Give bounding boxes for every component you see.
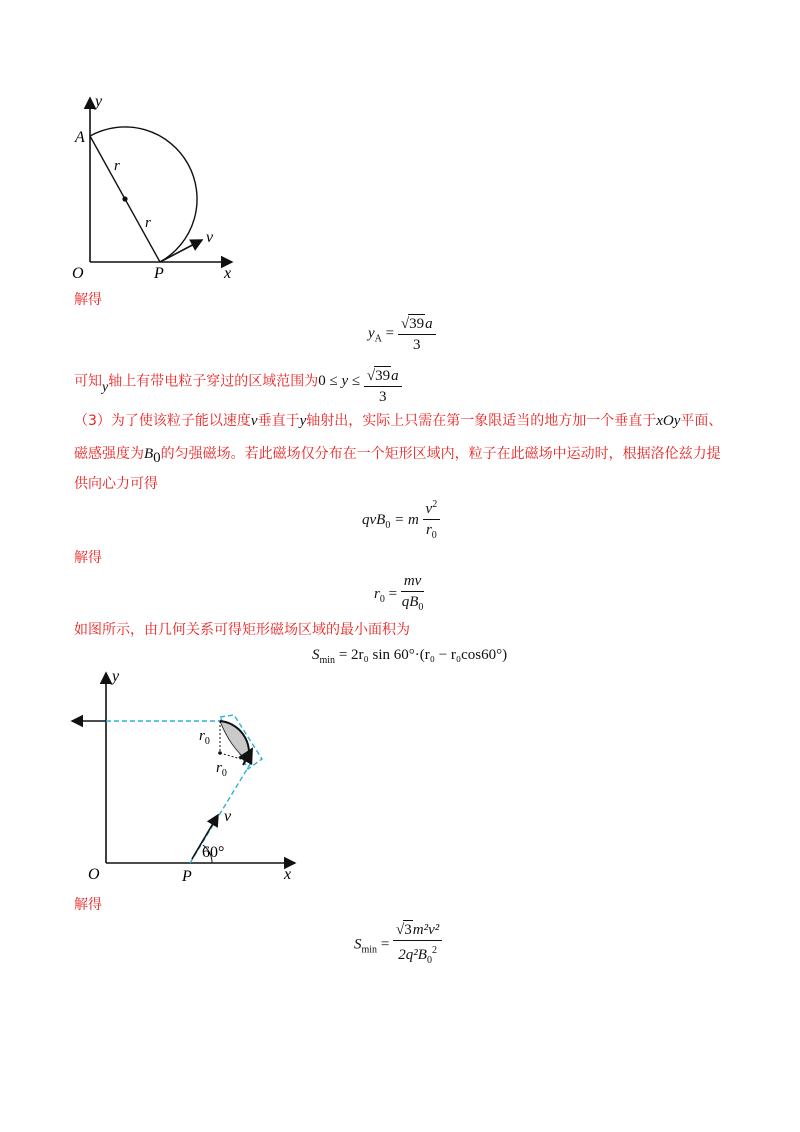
part3-b0: B [144, 446, 154, 462]
label-r-upper: r [114, 158, 120, 174]
part3-plane: xOy [656, 413, 681, 429]
part3-line-1: （3）为了使该粒子能以速度v垂直于y轴射出，实际上只需在第一象限适当的地方加一个垂直于xOy平面、 [74, 413, 723, 429]
label-r-upper: $r_0$ [199, 728, 210, 747]
conclusion-inequality: 0 ≤ y ≤ $\frac{√39a}{3}$ [318, 373, 401, 389]
part3-v: v [250, 413, 258, 429]
label-y: y [112, 668, 120, 685]
label-r-lower: $r_0$ [216, 760, 227, 779]
eq-ya-lhs: y [368, 325, 375, 342]
conclusion-line [74, 362, 402, 405]
label-a: A [75, 129, 85, 146]
eq-ya-sub: A [374, 333, 382, 345]
velocity-arrow [160, 240, 202, 262]
eq-ya-den: 3 [412, 337, 421, 353]
conclusion-axis-var: y [102, 380, 109, 396]
figure-semicircle-trajectory [60, 90, 260, 285]
conclusion-text-2: 轴上有带电粒子穿过的区域范围为 [108, 373, 319, 390]
part3-y: y [299, 413, 307, 429]
label-x: x [284, 866, 292, 883]
label-r-lower: r [145, 215, 151, 231]
equation-ya: $y_A$ = $\frac{√39a}{3}$ [368, 314, 436, 354]
solve-label-2: 解得 [74, 550, 102, 566]
label-v: v [206, 229, 214, 246]
figure-rectangular-field [62, 665, 312, 890]
solve-label-1: 解得 [74, 292, 102, 308]
solve-label-3: 解得 [74, 897, 102, 913]
semicircle-arc [90, 127, 197, 262]
eq-ya-radicand: 39 [409, 316, 425, 332]
label-angle: 60° [202, 844, 225, 861]
label-p: P [154, 265, 164, 282]
label-p: P [182, 868, 192, 885]
label-v: v [224, 808, 232, 825]
label-o: O [72, 265, 84, 282]
label-y: y [95, 93, 103, 110]
conclusion-text-1: 可知 [74, 373, 102, 390]
center-dot [122, 196, 127, 201]
part3-line-3: 供向心力可得 [74, 476, 158, 492]
eq-ya-fraction: $\frac{√39a}{3}$ [398, 314, 436, 354]
geometry-text: 如图所示，由几何关系可得矩形磁场区域的最小面积为 [74, 622, 410, 638]
label-x: x [224, 265, 232, 282]
equation-final: $S_{min}$ = $\frac{\text{√3m²v²}}{2q^2B_0^2}$ [354, 920, 442, 970]
center-dot [218, 751, 222, 755]
label-o: O [88, 866, 100, 883]
equation-force: qvB$_0$ = m $\frac{v^2}{r_0}$ [362, 496, 440, 545]
equation-radius: $r_0$ = $\frac{mv}{qB_0}$ [374, 573, 424, 613]
equation-area: $S_{min} = 2r_0$ sin 60°·(r₀ − r₀cos60°) [312, 647, 508, 666]
eq-ya-var: a [425, 316, 433, 332]
part3-line-2: 磁感强度为$B_0$的匀强磁场。若此磁场仅分布在一个矩形区域内，粒子在此磁场中运动时，根据洛伦兹力提 [74, 446, 721, 466]
